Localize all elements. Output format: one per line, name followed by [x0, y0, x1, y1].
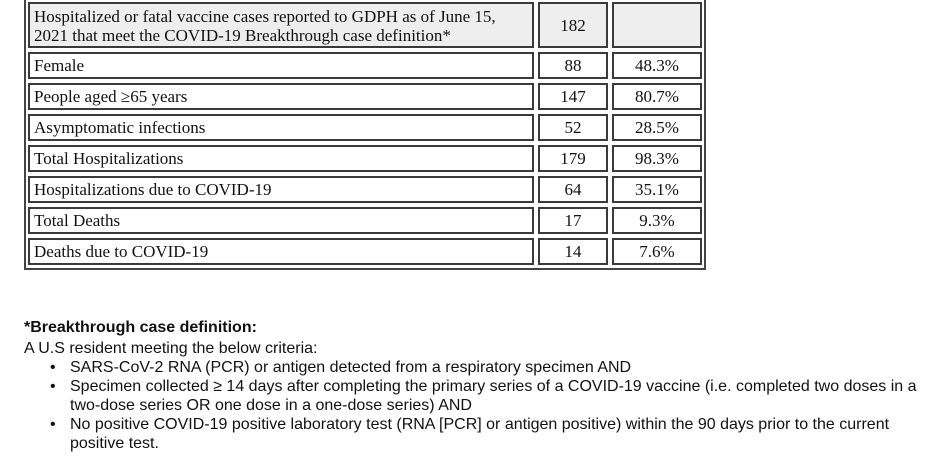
table-row-percent: 28.5%	[612, 114, 702, 141]
table-header-label: Hospitalized or fatal vaccine cases reported to GDPH as of June 15, 2021 that meet the COVID-19 Breakthrough case definition*	[28, 2, 534, 48]
criteria-list	[24, 358, 924, 453]
table-row-label: Female	[28, 52, 534, 79]
list-item	[50, 415, 924, 453]
breakthrough-cases-table	[24, 0, 706, 270]
table-row-count: 64	[538, 176, 608, 203]
list-item	[50, 358, 924, 377]
table-row-count: 52	[538, 114, 608, 141]
breakthrough-definition	[24, 318, 924, 453]
definition-intro: A U.S resident meeting the below criteria:	[24, 340, 318, 357]
table-row-label: Deaths due to COVID-19	[28, 238, 534, 265]
table-row-count: 147	[538, 83, 608, 110]
table-row-label: Total Hospitalizations	[28, 145, 534, 172]
criteria-text: SARS-CoV-2 RNA (PCR) or antigen detected from a respiratory specimen AND	[70, 359, 632, 376]
bullet-icon: •	[50, 359, 56, 376]
table-header-percent	[612, 2, 702, 48]
table-row-label: Total Deaths	[28, 207, 534, 234]
table-row-label: People aged ≥65 years	[28, 83, 534, 110]
table-row-percent: 48.3%	[612, 52, 702, 79]
bullet-icon: •	[50, 378, 56, 395]
bullet-icon: •	[50, 416, 56, 433]
table-row-label: Asymptomatic infections	[28, 114, 534, 141]
criteria-text: No positive COVID-19 positive laboratory test (RNA [PCR] or antigen positive) within the 90 days prior to the current positive test.	[70, 416, 890, 452]
table-row-count: 17	[538, 207, 608, 234]
table-row-count: 14	[538, 238, 608, 265]
table-row-percent: 9.3%	[612, 207, 702, 234]
table-row-count: 88	[538, 52, 608, 79]
table-row-percent: 7.6%	[612, 238, 702, 265]
definition-title: *Breakthrough case definition:	[24, 319, 257, 336]
table-row-percent: 35.1%	[612, 176, 702, 203]
table-row-percent: 98.3%	[612, 145, 702, 172]
table-row-label: Hospitalizations due to COVID-19	[28, 176, 534, 203]
criteria-text: Specimen collected ≥ 14 days after completing the primary series of a COVID-19 vaccine (i.e. completed two doses in a two-dose series OR one dose in a one-dose series) AND	[70, 378, 917, 414]
table-header-count: 182	[538, 2, 608, 48]
list-item	[50, 377, 924, 415]
table-row-percent: 80.7%	[612, 83, 702, 110]
table-row-count: 179	[538, 145, 608, 172]
